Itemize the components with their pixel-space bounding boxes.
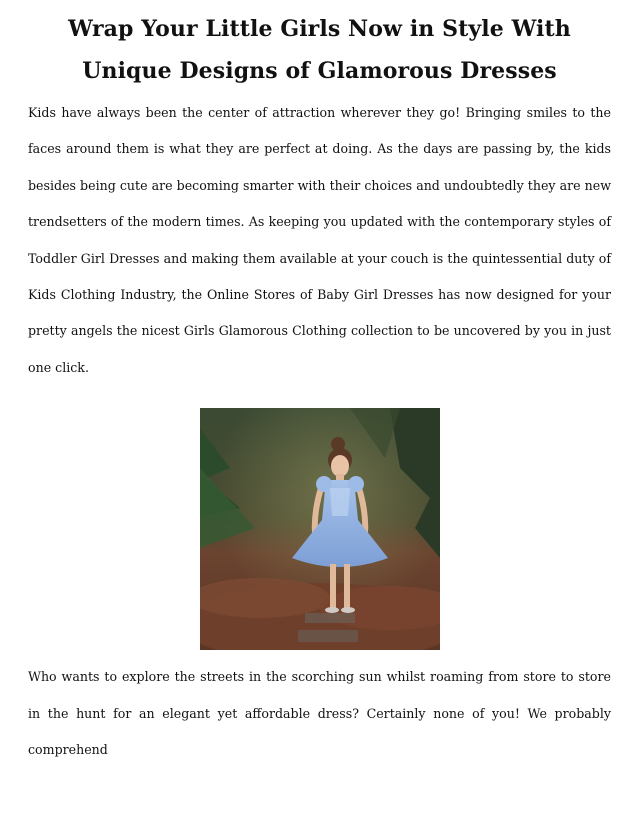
document-title: Wrap Your Little Girls Now in Style With Unique Designs of Glamorous Dresses [68,16,571,84]
photo-illustration [200,408,440,650]
girl-in-blue-dress-photo [200,408,440,650]
document-page [28,0,611,768]
intro-paragraph: Kids have always been the center of attraction wherever they go! Bringing smiles to the faces around them is what they are perfect at doing. As the days are passing by, the kids besides being cute are becoming smarter with their choices and undoubtedly they are new trendsetters of the modern times. As keeping you updated with the contemporary styles of Toddler Girl Dresses and making them available at your couch is the quintessential duty of Kids Clothing Industry, the Online Stores of Baby Girl Dresses has now designed for your pretty angels the nicest Girls Glamorous Clothing collection to be uncovered by you in just one click. [28,105,611,375]
second-paragraph: Who wants to explore the streets in the scorching sun whilst roaming from store to store in the hunt for an elegant yet affordable dress? Certainly none of you! We probably comprehend [28,669,611,758]
